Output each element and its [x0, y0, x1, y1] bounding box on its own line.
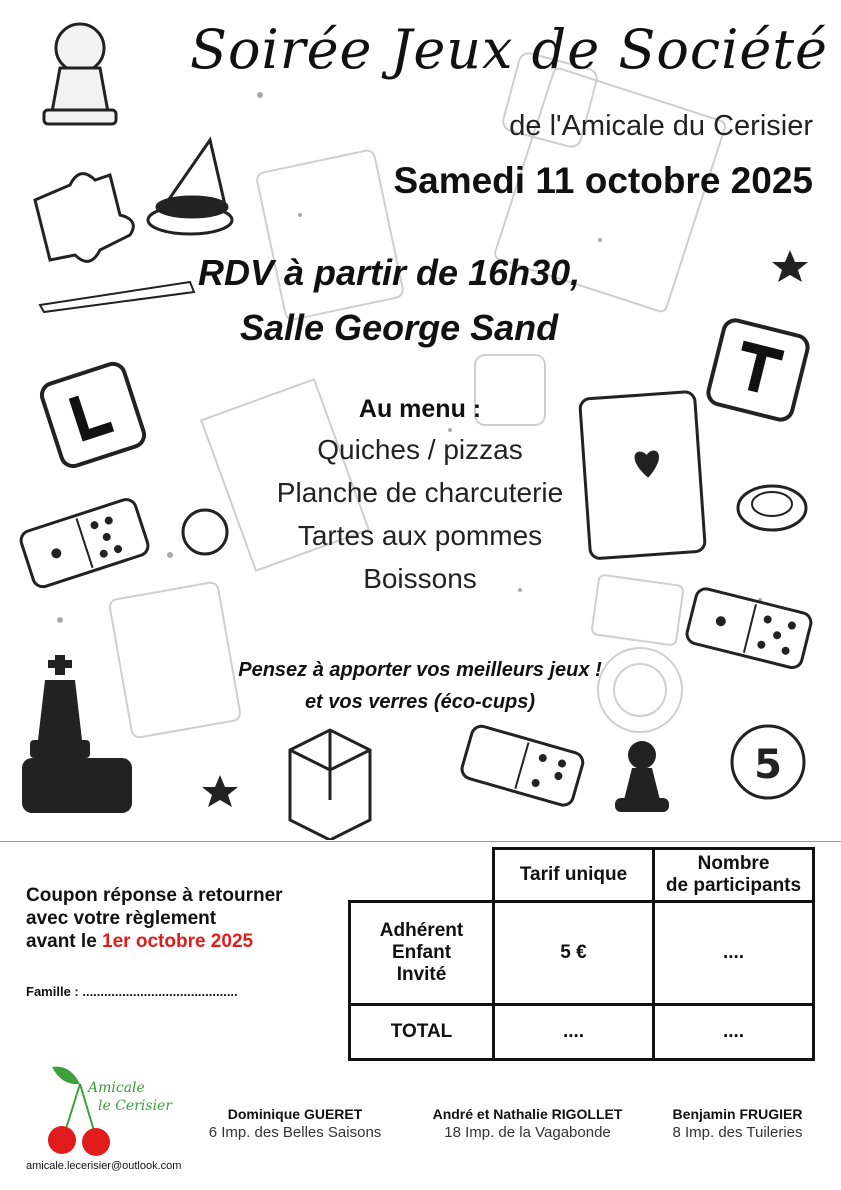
letter-tile-l-icon	[39, 361, 147, 469]
header-count-line: de participants	[665, 875, 802, 896]
pencil-icon	[40, 282, 194, 312]
table-header-row	[350, 849, 814, 902]
wooden-puzzle-icon	[290, 730, 370, 840]
chess-king-icon	[22, 655, 132, 813]
event-date: Samedi 11 octobre 2025	[393, 160, 813, 201]
coupon-instructions	[26, 884, 283, 953]
contact-card	[195, 1106, 395, 1141]
contact-address: 18 Imp. de la Vagabonde	[444, 1124, 611, 1141]
header-count	[654, 849, 814, 902]
cherry-icon	[48, 1126, 76, 1154]
contact-address: 8 Imp. des Tuileries	[672, 1124, 803, 1141]
menu-section	[240, 395, 600, 600]
menu-item: Tartes aux pommes	[297, 520, 543, 551]
coupon-deadline-prefix: avant le	[26, 931, 103, 952]
pricing-table	[348, 847, 815, 1061]
hourglass-icon	[148, 140, 232, 234]
category-label: Adhérent	[379, 920, 464, 941]
organizer-subtitle: de l'Amicale du Cerisier	[509, 110, 813, 142]
menu-item: Quiches / pizzas	[317, 434, 523, 465]
reminder-note	[180, 654, 660, 718]
faded-card-icon	[256, 149, 405, 321]
price-cell: 5 €	[494, 902, 654, 1005]
categories-cell	[350, 902, 494, 1005]
contact-name: Dominique GUERET	[227, 1106, 363, 1122]
contact-name: André et Nathalie RIGOLLET	[432, 1106, 623, 1122]
coupon-line: Coupon réponse à retourner	[26, 885, 283, 906]
amicale-cerisier-logo	[40, 1062, 180, 1162]
page-title: Soirée Jeux de Société	[190, 18, 828, 81]
table-total-row	[350, 1005, 814, 1060]
table-row	[350, 902, 814, 1005]
menu-item: Boissons	[363, 563, 477, 594]
cherry-leaf-icon	[52, 1067, 80, 1085]
logo-text-line2: le Cerisier	[98, 1098, 173, 1114]
logo-text-line1: Amicale	[88, 1080, 145, 1096]
pawn-icon	[44, 24, 116, 124]
contact-name: Benjamin FRUGIER	[672, 1106, 803, 1122]
svg-text:5: 5	[754, 742, 782, 788]
contact-address: 6 Imp. des Belles Saisons	[208, 1124, 382, 1141]
meeting-time: RDV à partir de 16h30,	[198, 252, 581, 293]
family-name-field[interactable]: Famille : ...........................................	[26, 984, 238, 999]
category-label: Enfant	[391, 942, 452, 963]
meeting-venue: Salle George Sand	[240, 307, 559, 348]
coupon-line: avec votre règlement	[26, 908, 217, 929]
participant-count-field[interactable]: ....	[654, 902, 814, 1005]
domino-icon	[19, 497, 151, 589]
reminder-line: Pensez à apporter vos meilleurs jeux !	[238, 659, 602, 681]
star-icon	[202, 775, 238, 807]
contact-email[interactable]: amicale.lecerisier@outlook.com	[26, 1160, 182, 1172]
pawn-icon	[615, 741, 669, 812]
star-icon	[772, 250, 808, 282]
total-count-field[interactable]: ....	[654, 1005, 814, 1060]
coupon-deadline-date: 1er octobre 2025	[102, 931, 254, 952]
marble-icon	[183, 510, 227, 554]
reminder-line: et vos verres (éco-cups)	[304, 691, 536, 713]
cherry-icon	[82, 1128, 110, 1156]
domino-icon	[460, 724, 585, 808]
puzzle-piece-icon	[35, 174, 133, 262]
contact-card	[660, 1106, 815, 1141]
domino-icon	[685, 587, 813, 670]
contact-card	[420, 1106, 635, 1141]
total-label: TOTAL	[350, 1005, 494, 1060]
checker-piece-icon	[738, 486, 806, 530]
header-count-line: Nombre	[697, 853, 770, 874]
menu-item: Planche de charcuterie	[276, 477, 564, 508]
category-label: Invité	[396, 964, 447, 985]
letter-tile-t-icon	[706, 318, 810, 422]
menu-title: Au menu :	[358, 395, 482, 423]
coupon-deadline-line	[26, 930, 283, 953]
total-price-field[interactable]: ....	[494, 1005, 654, 1060]
faded-tile-icon	[591, 574, 684, 645]
header-price: Tarif unique	[494, 849, 654, 902]
cut-line-divider	[0, 841, 841, 842]
numbered-ball-icon	[732, 726, 804, 798]
